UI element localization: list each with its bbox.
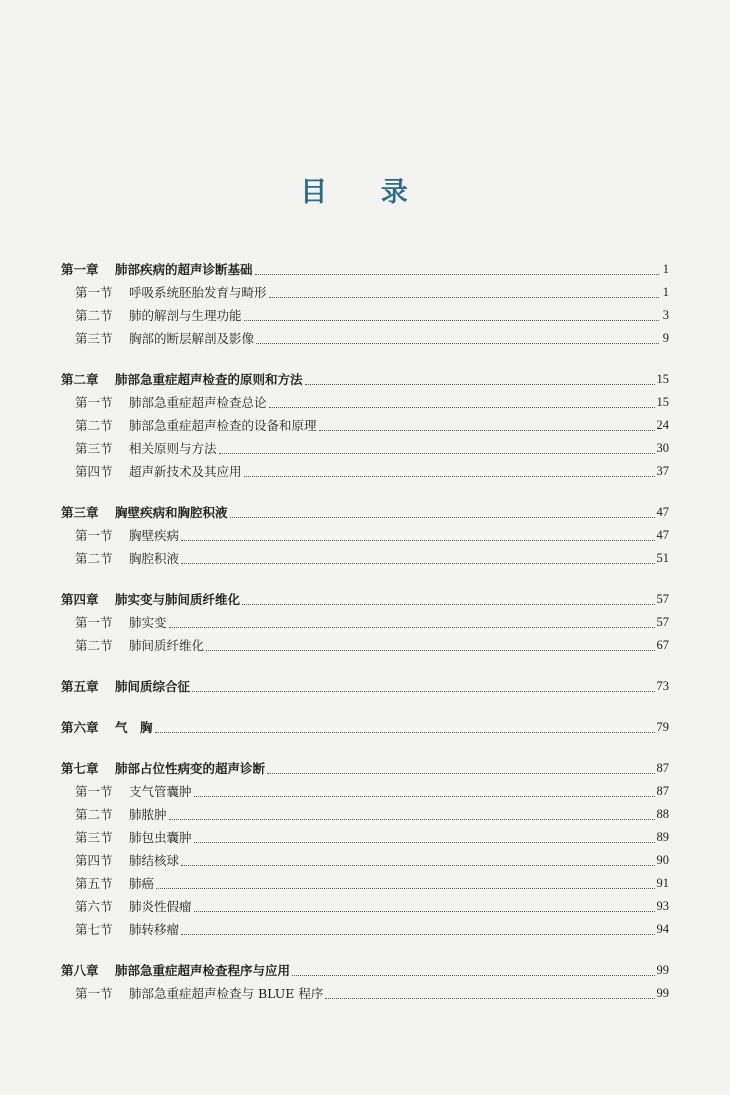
chapter-entry[interactable]	[61, 675, 669, 698]
leader-dots	[244, 320, 659, 321]
chapter-entry[interactable]	[61, 716, 669, 739]
page-number: 88	[656, 807, 669, 821]
leader-dots	[181, 540, 654, 541]
section-title: 肺炎性假瘤	[129, 899, 192, 914]
page-number: 57	[656, 615, 669, 629]
page-number: 91	[656, 876, 669, 890]
section-title: 肺的解剖与生理功能	[129, 308, 242, 323]
chapter-block	[61, 368, 669, 483]
section-title: 肺转移瘤	[129, 922, 180, 937]
section-number: 第四节	[75, 464, 113, 479]
section-number: 第二节	[75, 807, 113, 822]
section-title: 肺部急重症超声检查的设备和原理	[129, 418, 317, 433]
section-number: 第六节	[75, 899, 113, 914]
chapter-block	[61, 501, 669, 570]
page-number: 79	[656, 720, 669, 734]
leader-dots	[255, 274, 659, 275]
section-entry[interactable]	[61, 918, 669, 941]
chapter-title: 肺部急重症超声检查程序与应用	[115, 963, 291, 978]
section-entry[interactable]	[61, 982, 669, 1005]
leader-dots	[192, 691, 654, 692]
section-number: 第一节	[75, 285, 113, 300]
chapter-entry[interactable]	[61, 588, 669, 611]
page-number: 87	[656, 761, 669, 775]
section-entry[interactable]	[61, 780, 669, 803]
chapter-block	[61, 757, 669, 941]
leader-dots	[230, 517, 655, 518]
chapter-entry[interactable]	[61, 258, 669, 281]
page-number: 93	[656, 899, 669, 913]
page-title: 目 录	[300, 177, 430, 208]
leader-dots	[169, 627, 655, 628]
section-entry[interactable]	[61, 634, 669, 657]
section-entry[interactable]	[61, 849, 669, 872]
page-number: 99	[656, 963, 669, 977]
chapter-number: 第六章	[61, 720, 99, 735]
page-number: 30	[656, 441, 669, 455]
leader-dots	[181, 865, 654, 866]
section-title: 肺部急重症超声检查与 BLUE 程序	[129, 986, 324, 1001]
section-number: 第一节	[75, 528, 113, 543]
chapter-number: 第七章	[61, 761, 99, 776]
section-title: 胸部的断层解剖及影像	[129, 331, 255, 346]
chapter-block	[61, 258, 669, 350]
leader-dots	[181, 934, 654, 935]
page-number: 47	[656, 505, 669, 519]
section-number: 第七节	[75, 922, 113, 937]
section-number: 第二节	[75, 418, 113, 433]
leader-dots	[325, 998, 654, 999]
page-number: 1	[662, 285, 669, 299]
page-number: 89	[656, 830, 669, 844]
section-number: 第三节	[75, 441, 113, 456]
section-entry[interactable]	[61, 547, 669, 570]
section-entry[interactable]	[61, 524, 669, 547]
section-number: 第四节	[75, 853, 113, 868]
section-number: 第二节	[75, 308, 113, 323]
chapter-number: 第四章	[61, 592, 99, 607]
section-title: 支气管囊肿	[129, 784, 192, 799]
chapter-title: 肺间质综合征	[115, 679, 191, 694]
chapter-entry[interactable]	[61, 368, 669, 391]
page-number: 90	[656, 853, 669, 867]
chapter-number: 第五章	[61, 679, 99, 694]
chapter-title: 肺部疾病的超声诊断基础	[115, 262, 253, 277]
section-entry[interactable]	[61, 826, 669, 849]
chapter-title: 气 胸	[115, 720, 153, 735]
leader-dots	[219, 453, 655, 454]
page-number: 1	[662, 262, 669, 276]
section-entry[interactable]	[61, 437, 669, 460]
page-number: 87	[656, 784, 669, 798]
leader-dots	[305, 384, 655, 385]
leader-dots	[319, 430, 655, 431]
leader-dots	[242, 604, 654, 605]
page-number: 94	[656, 922, 669, 936]
section-number: 第一节	[75, 784, 113, 799]
chapter-number: 第三章	[61, 505, 99, 520]
page-number: 9	[662, 331, 669, 345]
chapter-block	[61, 588, 669, 657]
leader-dots	[269, 407, 655, 408]
table-of-contents	[61, 258, 669, 1023]
leader-dots	[269, 297, 659, 298]
chapter-block	[61, 716, 669, 739]
leader-dots	[194, 842, 655, 843]
page-number: 67	[656, 638, 669, 652]
page-number: 15	[656, 395, 669, 409]
leader-dots	[156, 888, 654, 889]
chapter-title: 肺部占位性病变的超声诊断	[115, 761, 266, 776]
page-number: 73	[656, 679, 669, 693]
chapter-block	[61, 959, 669, 1005]
leader-dots	[244, 476, 655, 477]
chapter-number: 第八章	[61, 963, 99, 978]
section-title: 肺间质纤维化	[129, 638, 205, 653]
page-number: 37	[656, 464, 669, 478]
leader-dots	[181, 563, 654, 564]
chapter-title: 肺部急重症超声检查的原则和方法	[115, 372, 303, 387]
section-title: 肺包虫囊肿	[129, 830, 192, 845]
chapter-number: 第二章	[61, 372, 99, 387]
chapter-entry[interactable]	[61, 757, 669, 780]
section-number: 第二节	[75, 551, 113, 566]
section-entry[interactable]	[61, 304, 669, 327]
leader-dots	[256, 343, 659, 344]
leader-dots	[169, 819, 655, 820]
section-title: 肺癌	[129, 876, 155, 891]
section-number: 第五节	[75, 876, 113, 891]
section-title: 肺结核球	[129, 853, 180, 868]
leader-dots	[292, 975, 654, 976]
page-number: 15	[656, 372, 669, 386]
section-title: 超声新技术及其应用	[129, 464, 242, 479]
section-entry[interactable]	[61, 872, 669, 895]
leader-dots	[155, 732, 655, 733]
section-entry[interactable]	[61, 611, 669, 634]
section-entry[interactable]	[61, 895, 669, 918]
page-number: 51	[656, 551, 669, 565]
page-number: 99	[656, 986, 669, 1000]
chapter-entry[interactable]	[61, 959, 669, 982]
leader-dots	[194, 796, 655, 797]
chapter-entry[interactable]	[61, 501, 669, 524]
chapter-number: 第一章	[61, 262, 99, 277]
section-title: 胸腔积液	[129, 551, 180, 566]
section-entry[interactable]	[61, 460, 669, 483]
chapter-title: 胸壁疾病和胸腔积液	[115, 505, 228, 520]
section-entry[interactable]	[61, 281, 669, 304]
page-number: 24	[656, 418, 669, 432]
leader-dots	[194, 911, 655, 912]
section-title: 肺实变	[129, 615, 167, 630]
section-entry[interactable]	[61, 803, 669, 826]
page-number: 3	[662, 308, 669, 322]
section-title: 胸壁疾病	[129, 528, 180, 543]
section-number: 第三节	[75, 331, 113, 346]
section-number: 第二节	[75, 638, 113, 653]
section-number: 第一节	[75, 986, 113, 1001]
section-title: 相关原则与方法	[129, 441, 217, 456]
page-number: 57	[656, 592, 669, 606]
section-number: 第一节	[75, 395, 113, 410]
section-entry[interactable]	[61, 327, 669, 350]
section-number: 第三节	[75, 830, 113, 845]
chapter-block	[61, 675, 669, 698]
section-title: 呼吸系统胚胎发育与畸形	[129, 285, 267, 300]
section-number: 第一节	[75, 615, 113, 630]
leader-dots	[206, 650, 654, 651]
section-entry[interactable]	[61, 391, 669, 414]
chapter-title: 肺实变与肺间质纤维化	[115, 592, 241, 607]
section-title: 肺部急重症超声检查总论	[129, 395, 267, 410]
page-number: 47	[656, 528, 669, 542]
section-entry[interactable]	[61, 414, 669, 437]
section-title: 肺脓肿	[129, 807, 167, 822]
leader-dots	[267, 773, 654, 774]
